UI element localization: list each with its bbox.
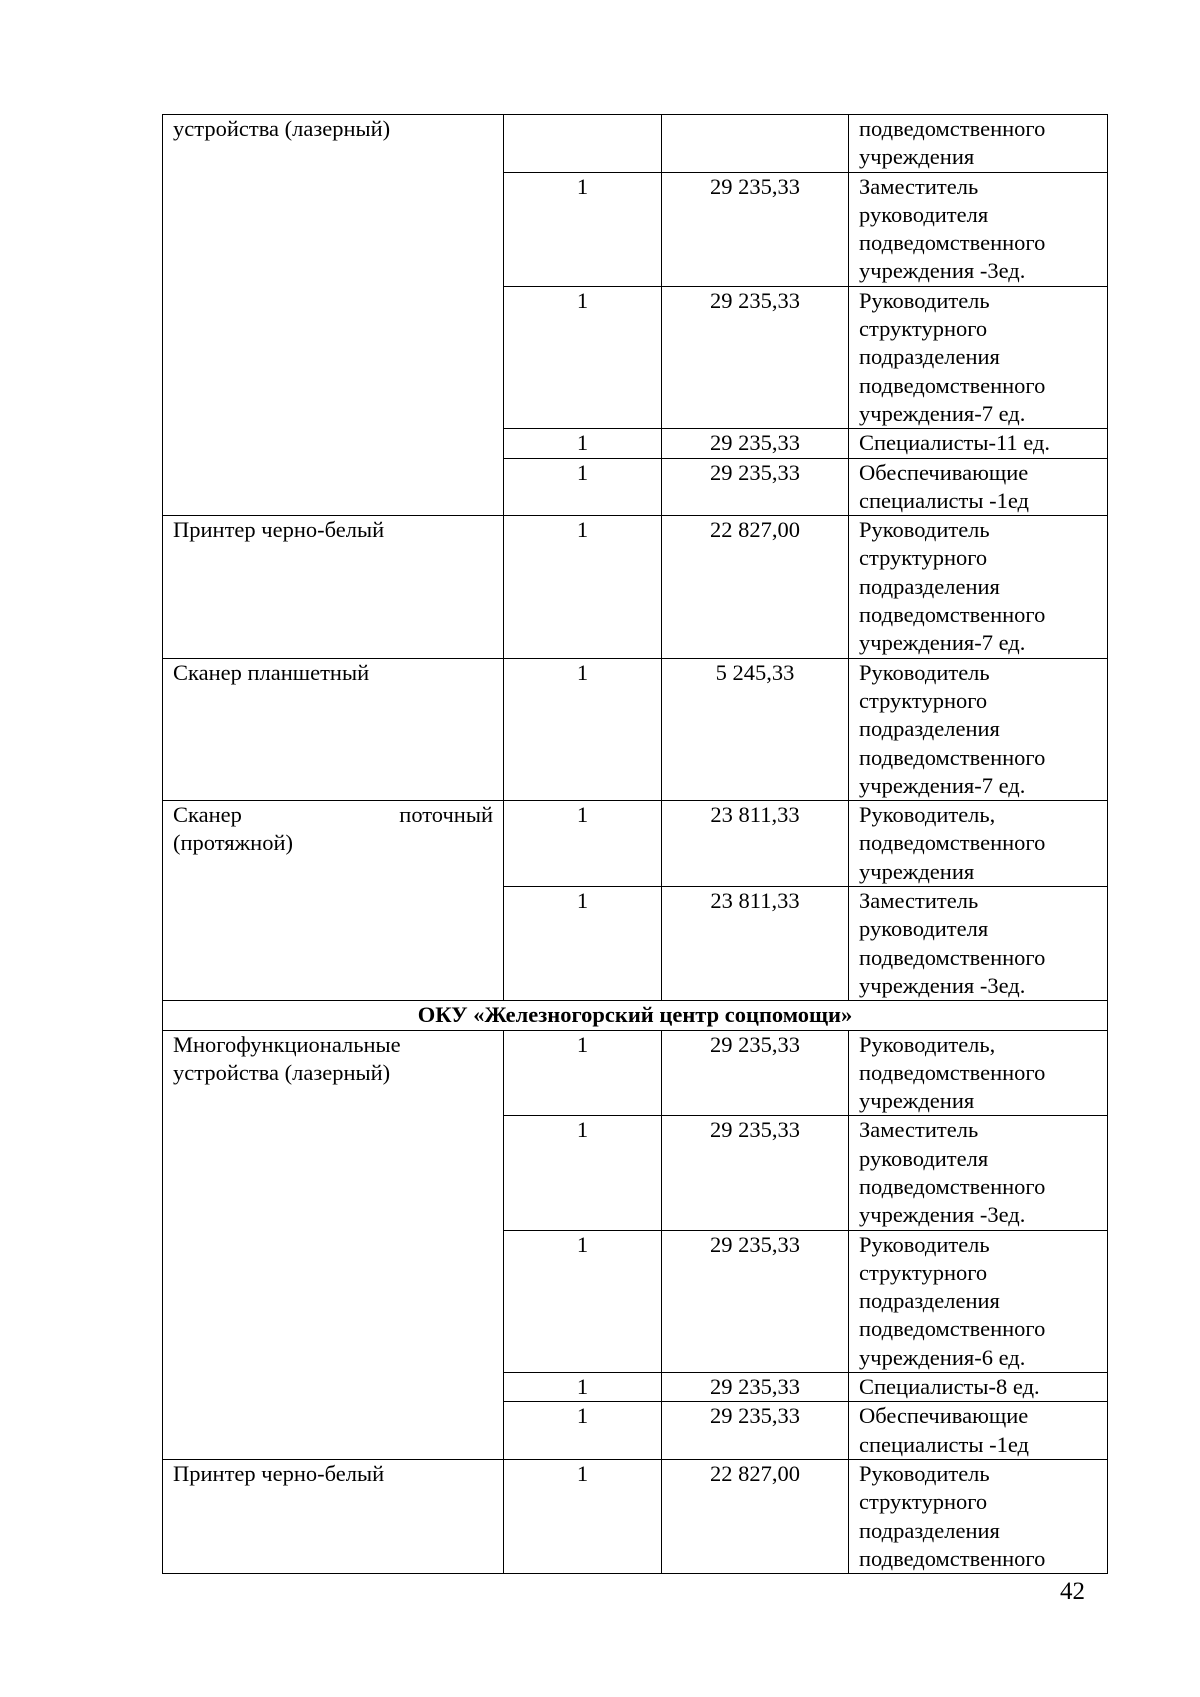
table-row (163, 1459, 1108, 1573)
position-cell (849, 887, 1108, 1001)
position-cell (849, 429, 1108, 458)
position-cell-text: подведомственного учреждения (859, 116, 1046, 170)
position-cell (849, 658, 1108, 800)
quantity-cell-text: 1 (576, 459, 589, 485)
price-cell (662, 887, 849, 1001)
price-cell-text: 29 235,33 (710, 1403, 800, 1429)
table-row (163, 516, 1108, 658)
position-cell-text: Руководитель структурного подразделения подведомственного учреждения-7 ед. (859, 287, 1046, 426)
position-cell-text: Обеспечивающие специалисты -1ед (859, 459, 1029, 513)
item-name-cell (163, 1459, 504, 1573)
section-header-row (163, 1001, 1108, 1030)
price-cell-text: 23 811,33 (710, 888, 800, 914)
price-cell-text: 29 235,33 (710, 430, 800, 456)
price-cell (662, 115, 849, 173)
position-cell (849, 1459, 1108, 1573)
price-cell (662, 458, 849, 516)
price-cell (662, 1459, 849, 1573)
price-cell (662, 516, 849, 658)
quantity-cell (504, 1230, 662, 1372)
price-cell (662, 1116, 849, 1230)
quantity-cell-text: 1 (576, 173, 589, 199)
quantity-cell-text: 1 (576, 1117, 589, 1143)
position-cell-text: Заместитель руководителя подведомственного учреждения -3ед. (859, 1117, 1046, 1228)
quantity-cell (504, 887, 662, 1001)
price-cell-text: 29 235,33 (710, 459, 800, 485)
price-cell (662, 1230, 849, 1372)
quantity-cell (504, 429, 662, 458)
item-name-cell-text: Многофункциональные устройства (лазерный) (173, 1031, 401, 1085)
quantity-cell (504, 172, 662, 286)
quantity-cell-text: 1 (576, 517, 589, 543)
price-cell (662, 286, 849, 428)
price-cell-text: 23 811,33 (710, 802, 800, 828)
table-row (163, 115, 1108, 173)
item-name-cell (163, 115, 504, 516)
price-cell-text: 29 235,33 (710, 1231, 800, 1257)
position-cell-text: Руководитель структурного подразделения подведомственного учреждения-7 ед. (859, 517, 1046, 656)
price-cell-text: 5 245,33 (715, 659, 795, 685)
position-cell (849, 1373, 1108, 1402)
section-title (163, 1001, 1108, 1030)
position-cell-text: Руководитель, подведомственного учреждения (859, 1031, 1046, 1114)
item-name-cell (163, 1030, 504, 1459)
quantity-cell (504, 658, 662, 800)
quantity-cell (504, 286, 662, 428)
position-cell (849, 115, 1108, 173)
table-row (163, 1030, 1108, 1116)
item-name-cell-text: устройства (лазерный) (173, 116, 391, 141)
price-cell-text: 22 827,00 (710, 517, 800, 543)
position-cell-text: Специалисты-11 ед. (859, 430, 1051, 456)
position-cell (849, 1030, 1108, 1116)
table-row (163, 658, 1108, 800)
quantity-cell (504, 516, 662, 658)
quantity-cell-text: 1 (576, 1031, 589, 1057)
section-title-text: ОКУ «Железногорский центр соцпомощи» (417, 1002, 853, 1028)
quantity-cell-text: 1 (576, 1460, 589, 1486)
item-name-word: поточный (399, 802, 493, 828)
item-name-cell-text: Сканер планшетный (173, 659, 370, 685)
position-cell (849, 458, 1108, 516)
position-cell-text: Руководитель структурного подразделения подведомственного учреждения-6 ед. (859, 1231, 1046, 1370)
price-cell (662, 429, 849, 458)
position-cell (849, 801, 1108, 887)
quantity-cell (504, 801, 662, 887)
item-name-cell (163, 658, 504, 800)
quantity-cell (504, 1030, 662, 1116)
price-cell (662, 1402, 849, 1460)
quantity-cell-text: 1 (576, 802, 589, 828)
table-row (163, 801, 1108, 887)
item-name-cell-text: Принтер черно-белый (173, 1460, 385, 1486)
price-cell (662, 1030, 849, 1116)
price-cell (662, 658, 849, 800)
page-number: 42 (1060, 1578, 1085, 1605)
price-cell-text: 29 235,33 (710, 173, 800, 199)
equipment-table (162, 114, 1108, 1574)
position-cell (849, 1402, 1108, 1460)
position-cell-text: Руководитель, подведомственного учреждения (859, 802, 1046, 884)
item-name-cell (163, 801, 504, 1001)
item-name-first-line (173, 801, 493, 829)
position-cell (849, 286, 1108, 428)
quantity-cell (504, 1373, 662, 1402)
quantity-cell-text: 1 (576, 287, 589, 313)
quantity-cell-text: 1 (576, 659, 589, 685)
price-cell (662, 172, 849, 286)
position-cell-text: Специалисты-8 ед. (859, 1374, 1040, 1400)
equipment-table-body (163, 115, 1108, 1574)
price-cell-text: 22 827,00 (710, 1460, 800, 1486)
price-cell-text: 29 235,33 (710, 1031, 800, 1057)
quantity-cell (504, 115, 662, 173)
position-cell (849, 172, 1108, 286)
position-cell-text: Руководитель структурного подразделения подведомственного (859, 1460, 1046, 1571)
price-cell-text: 29 235,33 (710, 287, 800, 313)
position-cell-text: Обеспечивающие специалисты -1ед (859, 1403, 1029, 1457)
quantity-cell-text: 1 (576, 1374, 589, 1400)
position-cell (849, 1116, 1108, 1230)
quantity-cell (504, 1402, 662, 1460)
position-cell (849, 516, 1108, 658)
position-cell-text: Заместитель руководителя подведомственного учреждения -3ед. (859, 888, 1046, 998)
position-cell (849, 1230, 1108, 1372)
position-cell-text: Руководитель структурного подразделения подведомственного учреждения-7 ед. (859, 659, 1046, 798)
price-cell (662, 801, 849, 887)
quantity-cell (504, 458, 662, 516)
price-cell (662, 1373, 849, 1402)
item-name-cell-text: Принтер черно-белый (173, 517, 385, 543)
item-name-cell (163, 516, 504, 658)
quantity-cell-text: 1 (576, 888, 589, 914)
quantity-cell-text: 1 (576, 430, 589, 456)
quantity-cell (504, 1459, 662, 1573)
price-cell-text: 29 235,33 (710, 1374, 800, 1400)
quantity-cell-text: 1 (576, 1231, 589, 1257)
item-name-rest: (протяжной) (173, 830, 293, 856)
price-cell-text: 29 235,33 (710, 1117, 800, 1143)
position-cell-text: Заместитель руководителя подведомственного учреждения -3ед. (859, 173, 1046, 284)
item-name-word: Сканер (173, 802, 242, 828)
quantity-cell (504, 1116, 662, 1230)
quantity-cell-text: 1 (576, 1403, 589, 1429)
